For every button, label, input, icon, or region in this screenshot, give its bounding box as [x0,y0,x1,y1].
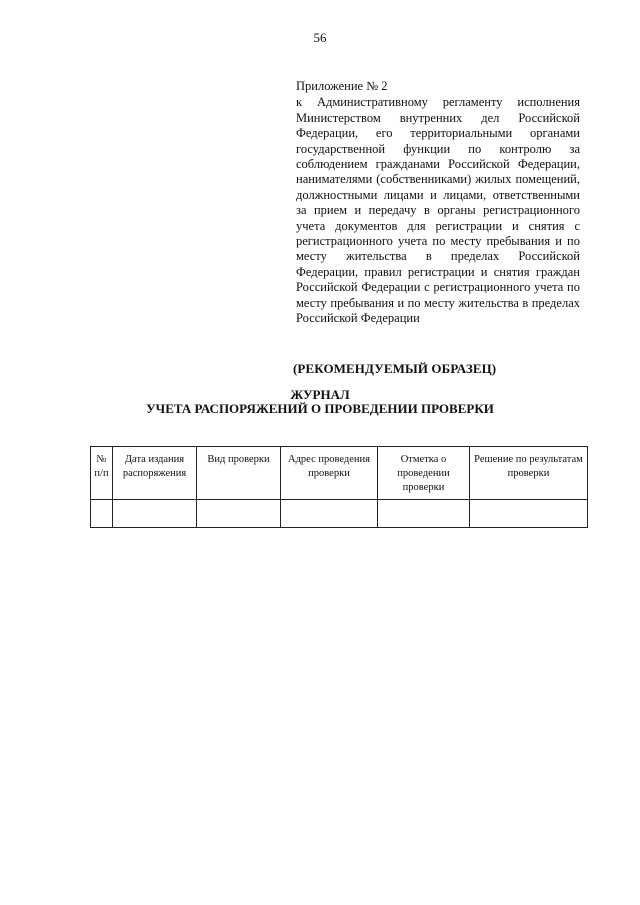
page-number: 56 [313,30,327,45]
table-cell [91,500,113,528]
appendix-text: к Административному регламенту исполнения Министерством внутренних дел Российской Федерации, его территориальными органами государственной функции по контролю за соблюдением гражданами Российской Федерации, нанимателями (собственниками) жилых помещений, должностными лицами и лицами, ответственными за прием и передачу в органы регистрационного учета документов для регистрации и снятия с регистрационного учета по месту пребывания и по месту жительства в пределах Российской Федерации, правил регистрации и снятия граждан Российской Федерации с регистрационного учета по месту пребывания и по месту жительства в пределах Российской Федерации [296,95,580,326]
sample-label: (РЕКОМЕНДУЕМЫЙ ОБРАЗЕЦ) [293,361,497,376]
table-row [91,500,588,528]
journal-title: ЖУРНАЛ [290,387,350,402]
header-order-date: Дата издания распоряжения [113,447,197,500]
appendix-block [296,79,580,327]
header-number: № п/п [91,447,113,500]
table-cell [113,500,197,528]
journal-table [90,446,588,528]
table-cell [378,500,470,528]
appendix-title: Приложение № 2 [296,79,388,93]
header-inspection-type: Вид проверки [197,447,281,500]
table-header-row [91,447,588,500]
table-cell [470,500,588,528]
table-cell [281,500,378,528]
journal-subtitle: УЧЕТА РАСПОРЯЖЕНИЙ О ПРОВЕДЕНИИ ПРОВЕРКИ [146,401,494,416]
header-inspection-decision: Решение по результатам проверки [470,447,588,500]
header-inspection-address: Адрес проведения проверки [281,447,378,500]
header-inspection-mark: Отметка о проведении проверки [378,447,470,500]
table-cell [197,500,281,528]
